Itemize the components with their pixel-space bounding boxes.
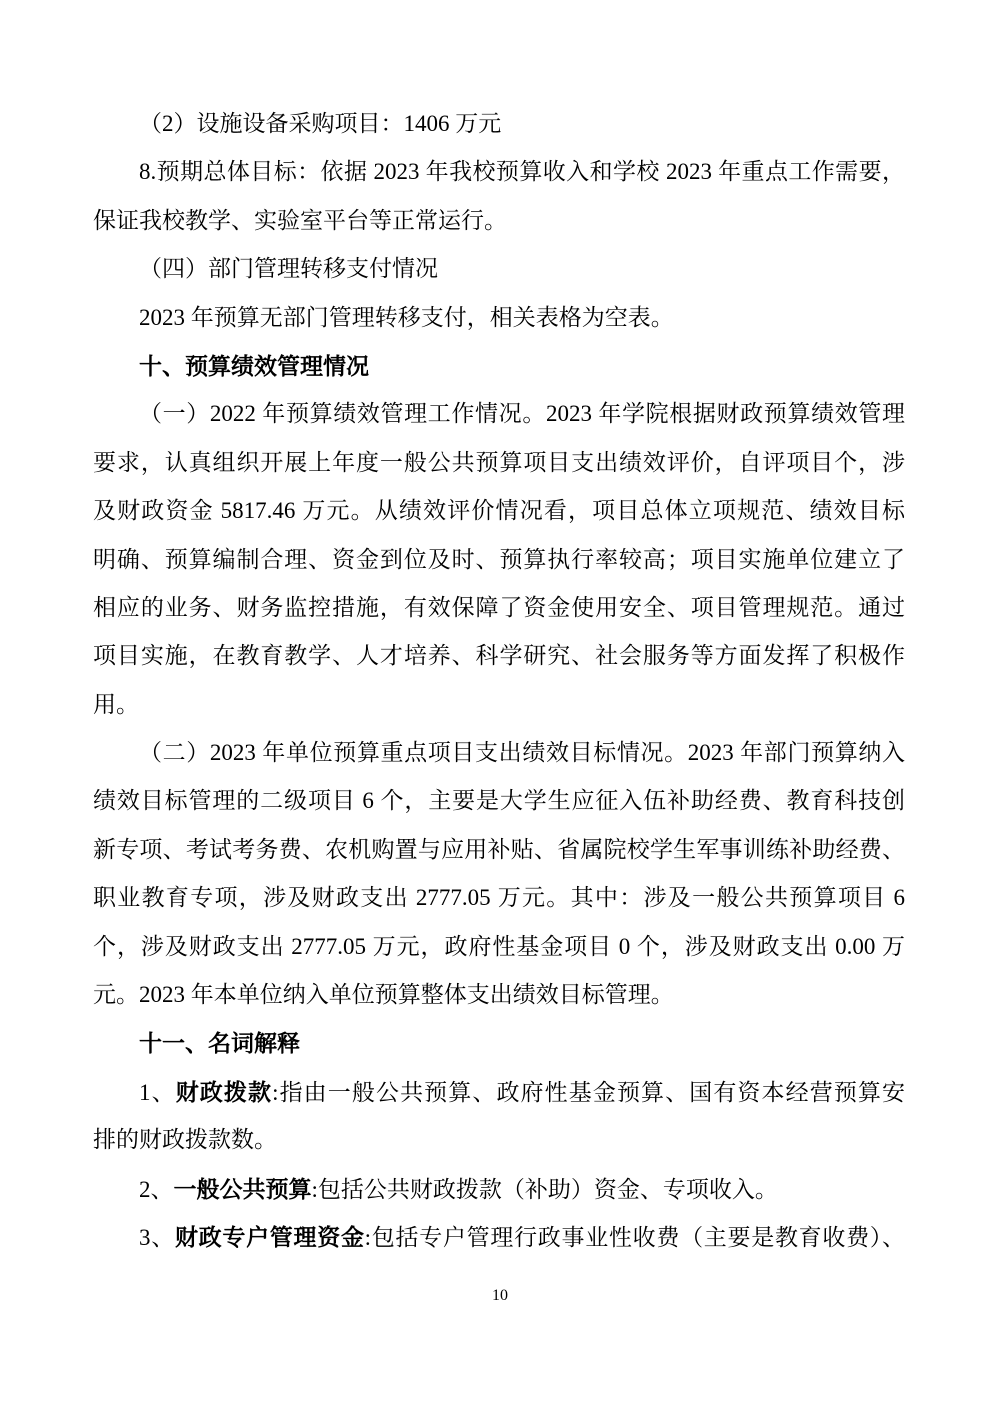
text-line: （二）2023 年单位预算重点项目支出绩效目标情况。2023 年部门预算纳入 [139,740,905,766]
term-text: 一般公共预算 [173,1175,312,1202]
text-line: 8.预期总体目标：依据 2023 年我校预算收入和学校 2023 年重点工作需要， [139,159,905,185]
text-line: 及财政资金 5817.46 万元。从绩效评价情况看，项目总体立项规范、绩效目标 [93,498,905,524]
text-line: （四）部门管理转移支付情况 [139,256,438,282]
page-number: 10 [492,1287,508,1304]
text-line: 保证我校教学、实验室平台等正常运行。 [93,207,507,233]
text-line: 职业教育专项，涉及财政支出 2777.05 万元。其中：涉及一般公共预算项目 6 [93,885,905,911]
text-line [93,1213,905,1261]
section-heading: 十、预算绩效管理情况 [139,352,369,379]
text-line: 2023 年预算无部门管理转移支付，相关表格为空表。 [139,304,674,330]
text-segment: 1、 [139,1079,176,1105]
text-line: 元。2023 年本单位纳入单位预算整体支出绩效目标管理。 [93,982,674,1008]
text-line: 绩效目标管理的二级项目 6 个，主要是大学生应征入伍补助经费、教育科技创 [93,788,905,814]
text-line: 要求，认真组织开展上年度一般公共预算项目支出绩效评价，自评项目个，涉 [93,449,905,475]
text-line: 明确、预算编制合理、资金到位及时、预算执行率较高；项目实施单位建立了 [93,546,905,572]
term-text: 财政拨款 [175,1078,273,1105]
text-line: 用。 [93,691,139,717]
text-segment: 3、 [139,1224,175,1250]
section-heading: 十一、名词解释 [139,1030,300,1057]
text-line [93,1165,905,1213]
text-line: 排的财政拨款数。 [93,1127,277,1153]
document-body [93,100,905,1261]
term-text: 财政专户管理资金 [174,1223,365,1250]
text-line: 个，涉及财政支出 2777.05 万元，政府性基金项目 0 个，涉及财政支出 0.00 万 [93,933,905,959]
text-line: 项目实施，在教育教学、人才培养、科学研究、社会服务等方面发挥了积极作 [93,643,905,669]
text-line: 相应的业务、财务监控措施，有效保障了资金使用安全、项目管理规范。通过 [93,594,905,620]
text-segment: :指由一般公共预算、政府性基金预算、国有资本经营预算安 [272,1079,906,1105]
text-line: （2）设施设备采购项目：1406 万元 [139,111,502,136]
text-segment: 2、 [139,1176,174,1202]
text-line: 新专项、考试考务费、农机购置与应用补贴、省属院校学生军事训练补助经费、 [93,836,905,862]
text-segment: :包括专户管理行政事业性收费（主要是教育收费）、 [364,1224,906,1250]
text-line: （一）2022 年预算绩效管理工作情况。2023 年学院根据财政预算绩效管理 [139,401,905,427]
text-line [93,1068,905,1116]
text-segment: :包括公共财政拨款（补助）资金、专项收入。 [311,1176,778,1202]
